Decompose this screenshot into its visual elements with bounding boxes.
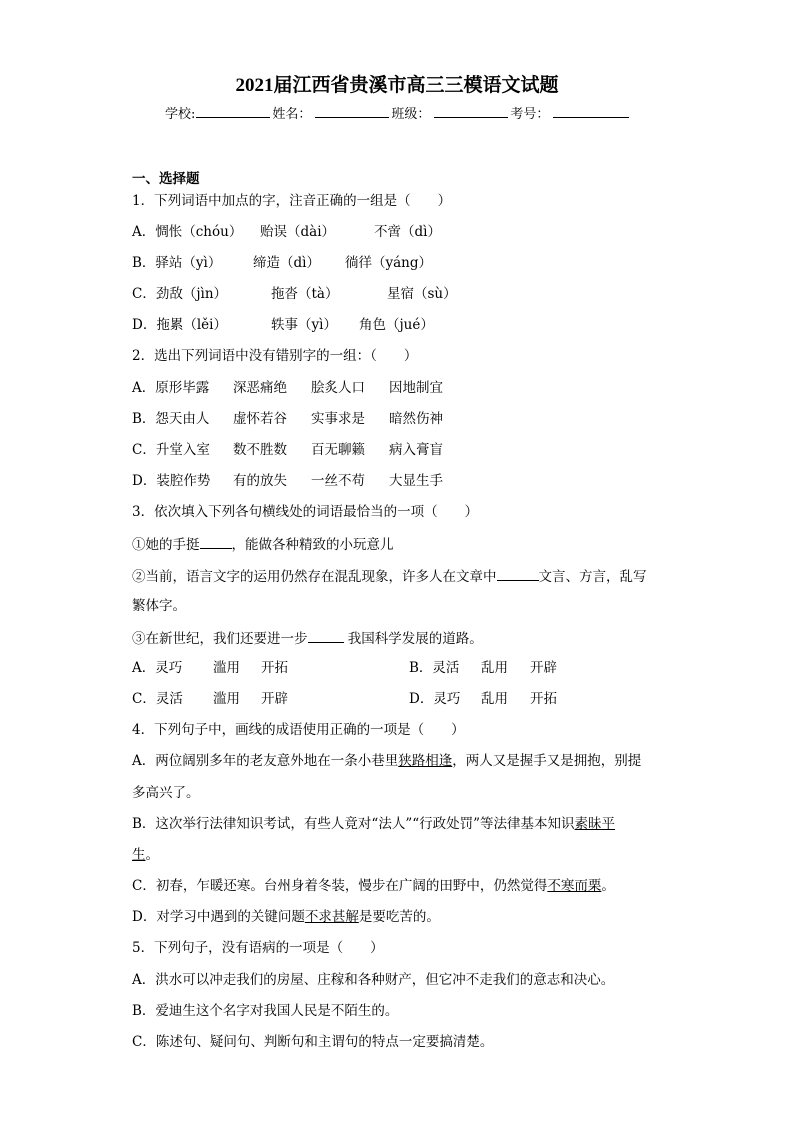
q3-c-item: 开辟 (261, 691, 288, 707)
q1-b-item: B．驿站（yì） (132, 255, 222, 271)
q2-option-c (132, 441, 443, 459)
q4-stem: 4．下列句子中，画线的成语使用正确的一项是（ ） (132, 722, 465, 738)
q3-a-item: 滥用 (213, 660, 240, 676)
number-blank[interactable] (553, 105, 629, 118)
q3-s1-text: ①她的手挺 (132, 537, 200, 553)
q5-stem: 5．下列句子，没有语病的一项是（ ） (132, 940, 384, 956)
q3-s1-blank[interactable] (200, 534, 232, 549)
q2-d-item: 有的放失 (233, 473, 287, 489)
q3-sentence-1 (132, 534, 394, 554)
section-heading: 一、选择题 (132, 171, 200, 187)
q4-a-idiom: 狭路相逢 (398, 753, 453, 769)
q2-a-item: A．原形毕露 (132, 380, 210, 396)
q2-stem: 2．选出下列词语中没有错别字的一组：（ ） (132, 348, 418, 364)
q4-option-b-cont (132, 846, 159, 864)
q2-a-item: 深恶痛绝 (233, 380, 287, 396)
q4-d-text: D．对学习中遇到的关键问题 (132, 909, 305, 925)
q4-a-text: A．两位阔别多年的老友意外地在一条小巷里 (132, 753, 399, 769)
q1-c-item: 拖沓（tà） (271, 286, 339, 302)
q4-b-text: 。 (145, 847, 159, 863)
q2-c-item: 数不胜数 (233, 442, 287, 458)
q3-option-row-ab (132, 659, 557, 677)
q1-c-item: 星宿（sù） (387, 286, 457, 302)
q3-b-item: 乱用 (481, 660, 508, 676)
q3-d-item: 开拓 (530, 691, 557, 707)
q3-d-item: 乱用 (481, 691, 508, 707)
q3-s1-text: ，能做各种精致的小玩意儿 (231, 537, 394, 553)
q1-a-item: 贻误（dài） (260, 224, 336, 240)
q3-a-item: 开拓 (261, 660, 288, 676)
q1-b-item: 缔造（dì） (253, 255, 320, 271)
q1-d-item: 轶事（yì） (271, 317, 337, 333)
q4-c-idiom: 不寒而栗 (547, 878, 602, 894)
class-label: 班级： (391, 107, 431, 122)
q3-sentence-2-cont: 繁体字。 (132, 598, 186, 614)
q3-s2-blank[interactable] (497, 566, 539, 581)
q4-d-text: 是要吃苦的。 (358, 909, 440, 925)
q4-option-a (132, 752, 641, 770)
q2-option-b (132, 410, 443, 428)
q3-b-item: B．灵活 (409, 660, 460, 676)
q1-option-b (132, 254, 432, 272)
q2-b-item: 暗然伤神 (389, 411, 443, 427)
q3-c-item: 滥用 (213, 691, 240, 707)
q3-b-item: 开辟 (530, 660, 557, 676)
q1-c-item: C．劲敌（jìn） (132, 286, 228, 302)
q1-option-a (132, 223, 441, 241)
number-label: 考号： (510, 107, 550, 122)
q2-b-item: 虚怀若谷 (233, 411, 287, 427)
q2-option-d (132, 472, 443, 490)
q4-option-a-cont: 多高兴了。 (132, 785, 200, 801)
q4-option-c (132, 877, 615, 895)
q5-option-c: C．陈述句、疑问句、判断句和主谓句的特点一定要搞清楚。 (132, 1034, 494, 1050)
q4-d-idiom: 不求甚解 (304, 909, 359, 925)
q3-s2-text: ②当前，语言文字的运用仍然存在混乱现象，许多人在文章中 (132, 569, 497, 585)
q4-option-d (132, 908, 440, 926)
q2-d-item: D．装腔作势 (132, 473, 211, 489)
q3-sentence-2 (132, 566, 647, 586)
q2-a-item: 脍炙人口 (311, 380, 365, 396)
q1-a-item: A．惆怅（chóu） (132, 224, 243, 240)
q4-b-idiom: 素昧平 (574, 816, 616, 832)
q1-option-d (132, 316, 434, 334)
page-title: 2021届江西省贵溪市高三三模语文试题 (235, 75, 559, 96)
q2-b-item: 实事求是 (311, 411, 365, 427)
q4-c-text: C．初春，乍暖还寒。台州身着冬装，慢步在广阔的田野中，仍然觉得 (132, 878, 548, 894)
q1-stem: 1．下列词语中加点的字，注音正确的一组是（ ） (132, 193, 452, 209)
q1-option-c (132, 285, 457, 303)
q1-b-item: 徜徉（yáng） (345, 255, 433, 271)
q1-a-item: 不啻（dì） (374, 224, 441, 240)
q4-c-text: 。 (601, 878, 615, 894)
q3-a-item: A．灵巧 (132, 660, 183, 676)
q4-a-text: ，两人又是握手又是拥抱，别提 (452, 753, 642, 769)
q1-d-item: 角色（jué） (359, 317, 434, 333)
q3-stem: 3．依次填入下列各句横线处的词语最恰当的一项（ ） (132, 504, 479, 520)
q4-option-b (132, 815, 615, 833)
q3-s3-text: 我国科学发展的道路。 (343, 631, 483, 647)
student-info-line (165, 103, 631, 122)
class-blank[interactable] (434, 105, 508, 118)
q3-s3-text: ③在新世纪，我们还要进一步 (132, 631, 308, 647)
q1-d-item: D．拖累（lěi） (132, 317, 227, 333)
q3-s3-blank[interactable] (308, 628, 344, 643)
name-label: 姓名： (272, 107, 312, 122)
q2-b-item: B．怨天由人 (132, 411, 210, 427)
q2-c-item: C．升堂入室 (132, 442, 210, 458)
q4-b-text: B．这次举行法律知识考试，有些人竟对“法人”“行政处罚”等法律基本知识 (132, 816, 575, 832)
school-blank[interactable] (196, 105, 270, 118)
q3-option-row-cd (132, 690, 557, 708)
q2-option-a (132, 379, 443, 397)
q2-a-item: 因地制宜 (389, 380, 443, 396)
q3-s2-text: 文言、方言，乱写 (538, 569, 647, 585)
q5-option-a: A．洪水可以冲走我们的房屋、庄稼和各种财产，但它冲不走我们的意志和决心。 (132, 972, 615, 988)
school-label: 学校: (165, 107, 196, 122)
q3-c-item: C．灵活 (132, 691, 183, 707)
q2-d-item: 一丝不苟 (311, 473, 365, 489)
q4-b-idiom: 生 (132, 847, 146, 863)
name-blank[interactable] (315, 105, 389, 118)
q3-sentence-3 (132, 628, 483, 648)
q3-d-item: D．灵巧 (409, 691, 461, 707)
q2-c-item: 百无聊籁 (311, 442, 365, 458)
q5-option-b: B．爱迪生这个名字对我国人民是不陌生的。 (132, 1003, 399, 1019)
q2-d-item: 大显生手 (389, 473, 443, 489)
q2-c-item: 病入膏盲 (389, 442, 443, 458)
